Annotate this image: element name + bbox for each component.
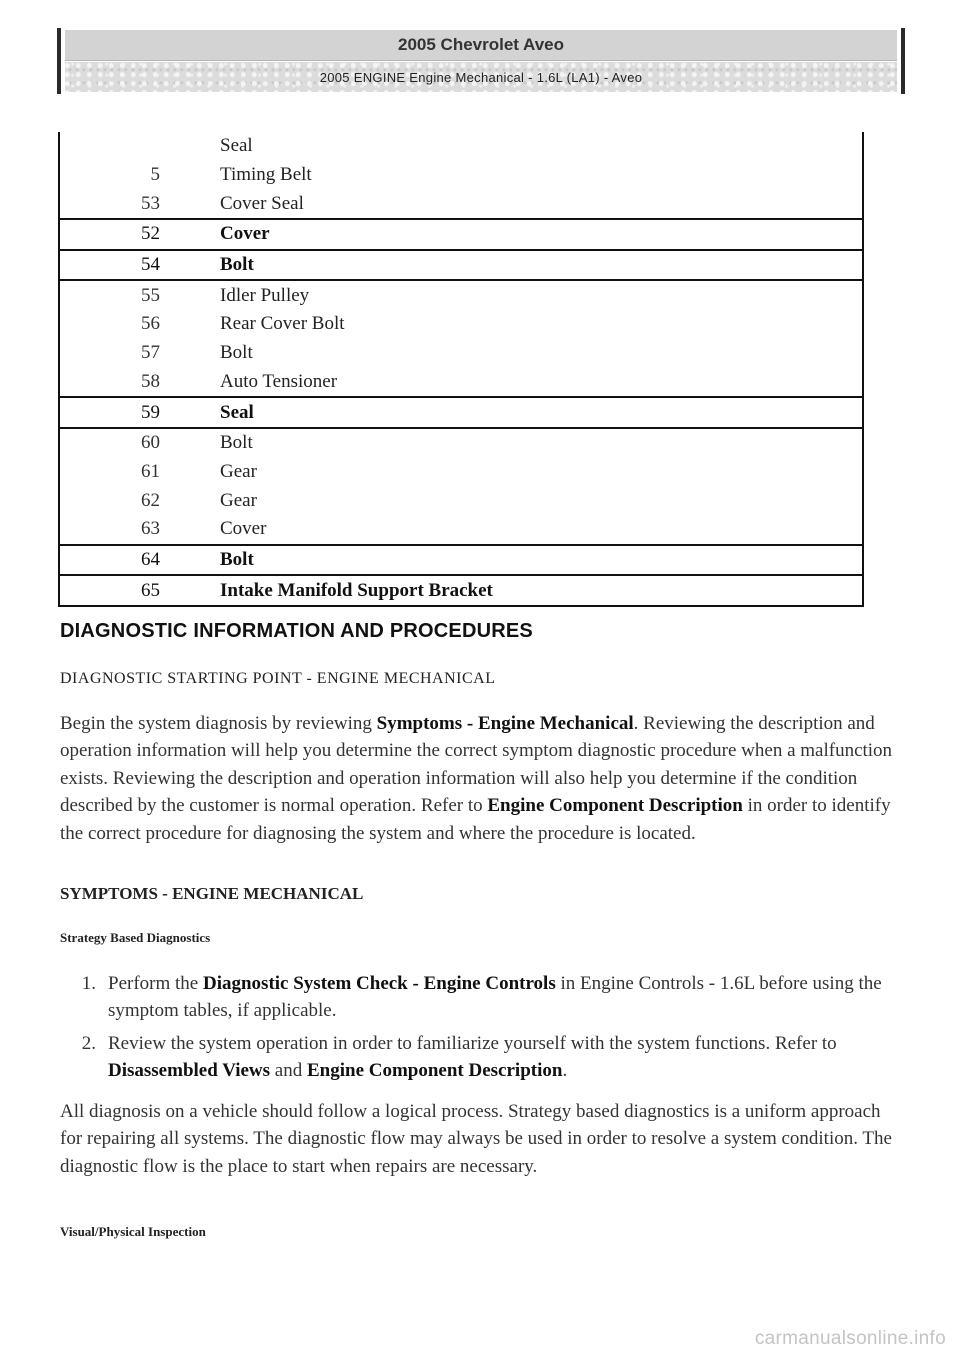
table-row (60, 574, 862, 605)
part-description: Cover (220, 518, 267, 540)
part-description: Bolt (220, 548, 254, 570)
intro-paragraph (60, 710, 900, 847)
part-number: 62 (141, 489, 160, 511)
part-description: Bolt (220, 342, 253, 364)
part-description: Auto Tensioner (220, 370, 338, 392)
table-row (60, 427, 862, 458)
part-number: 60 (141, 432, 160, 454)
starting-point-heading: DIAGNOSTIC STARTING POINT - ENGINE MECHANICAL (60, 670, 496, 687)
header-left-rule (57, 28, 61, 94)
part-description: Seal (220, 401, 254, 423)
part-description: Intake Manifold Support Bracket (220, 579, 493, 601)
header-subtitle: 2005 ENGINE Engine Mechanical - 1.6L (LA1) - Aveo (65, 62, 897, 92)
table-row (60, 189, 862, 218)
part-number: 52 (141, 223, 160, 245)
step-item (60, 1030, 900, 1084)
engine-component-description-link[interactable]: Engine Component Description (306, 1060, 563, 1081)
step-number: 1. (81, 973, 96, 994)
step-number: 2. (81, 1033, 96, 1054)
part-number: 5 (150, 164, 160, 186)
table-row (60, 132, 862, 161)
visual-inspection-heading: Visual/Physical Inspection (60, 1224, 206, 1239)
table-row (60, 339, 862, 368)
part-description: Gear (220, 489, 257, 511)
table-row (60, 515, 862, 544)
header-right-rule (901, 28, 905, 94)
step-text: Perform the Diagnostic System Check - Engine Controls in Engine Controls - 1.6L before using the symptom tables, if applicable. (108, 973, 882, 1021)
part-description: Idler Pulley (220, 284, 310, 306)
strategy-paragraph: All diagnosis on a vehicle should follow a logical process. Strategy based diagnostics is a uniform approach for repairing all systems. The diagnostic flow may always be used in order to resolve a system condition. The diagnostic flow is the place to start when repairs are necessary. (60, 1101, 892, 1177)
intro-text-1: Begin the system diagnosis by reviewing (60, 713, 377, 734)
part-number: 65 (141, 579, 160, 601)
part-description: Gear (220, 460, 257, 482)
part-description: Timing Belt (220, 164, 312, 186)
diagnostic-system-check-link[interactable]: Diagnostic System Check - Engine Controls (202, 973, 556, 994)
table-row (60, 486, 862, 515)
strategy-heading: Strategy Based Diagnostics (60, 930, 211, 945)
table-row (60, 458, 862, 487)
symptoms-heading: SYMPTOMS - ENGINE MECHANICAL (60, 884, 364, 903)
section-heading: DIAGNOSTIC INFORMATION AND PROCEDURES (60, 620, 533, 642)
table-row (60, 279, 862, 310)
part-number: 63 (141, 518, 160, 540)
part-number: 57 (141, 342, 160, 364)
header-title: 2005 Chevrolet Aveo (65, 30, 897, 61)
step-item (60, 970, 900, 1024)
table-row (60, 218, 862, 249)
part-number: 56 (141, 313, 160, 335)
table-row (60, 544, 862, 575)
table-row (60, 161, 862, 190)
part-description: Cover (220, 223, 270, 245)
part-number: 64 (141, 548, 160, 570)
parts-table (58, 132, 864, 607)
part-number: 53 (141, 192, 160, 214)
disassembled-views-link[interactable]: Disassembled Views (108, 1060, 271, 1081)
engine-component-link[interactable]: Engine Component Description (487, 795, 743, 817)
part-number: 61 (141, 460, 160, 482)
part-description: Bolt (220, 254, 254, 276)
part-description: Rear Cover Bolt (220, 313, 345, 335)
symptoms-link[interactable]: Symptoms - Engine Mechanical (376, 713, 634, 734)
part-description: Seal (220, 135, 253, 157)
part-description: Bolt (220, 432, 253, 454)
part-number: 59 (141, 401, 160, 423)
intro-text-3: in order to identify the correct procedure for diagnosing the system and where the procedure is located. (60, 795, 891, 844)
step-text: Review the system operation in order to familiarize yourself with the system functions. Refer to Disassembled Views and Engine Component Description. (108, 1033, 837, 1081)
table-row (60, 310, 862, 339)
table-row (60, 396, 862, 427)
part-number: 54 (141, 254, 160, 276)
part-description: Cover Seal (220, 192, 304, 214)
table-row (60, 368, 862, 397)
table-row (60, 249, 862, 280)
part-number: 58 (141, 370, 160, 392)
part-number: 55 (141, 284, 160, 306)
page-header (57, 28, 905, 94)
watermark: carmanualsonline.info (754, 1328, 946, 1349)
intro-text-2: . Reviewing the description and operation information will help you determine the correct symptom diagnostic procedure when a malfunction exists. Reviewing the description and operation information will also help you determine if the condition described by the customer is normal operation. Refer to (60, 713, 893, 817)
steps-list (60, 970, 900, 1090)
